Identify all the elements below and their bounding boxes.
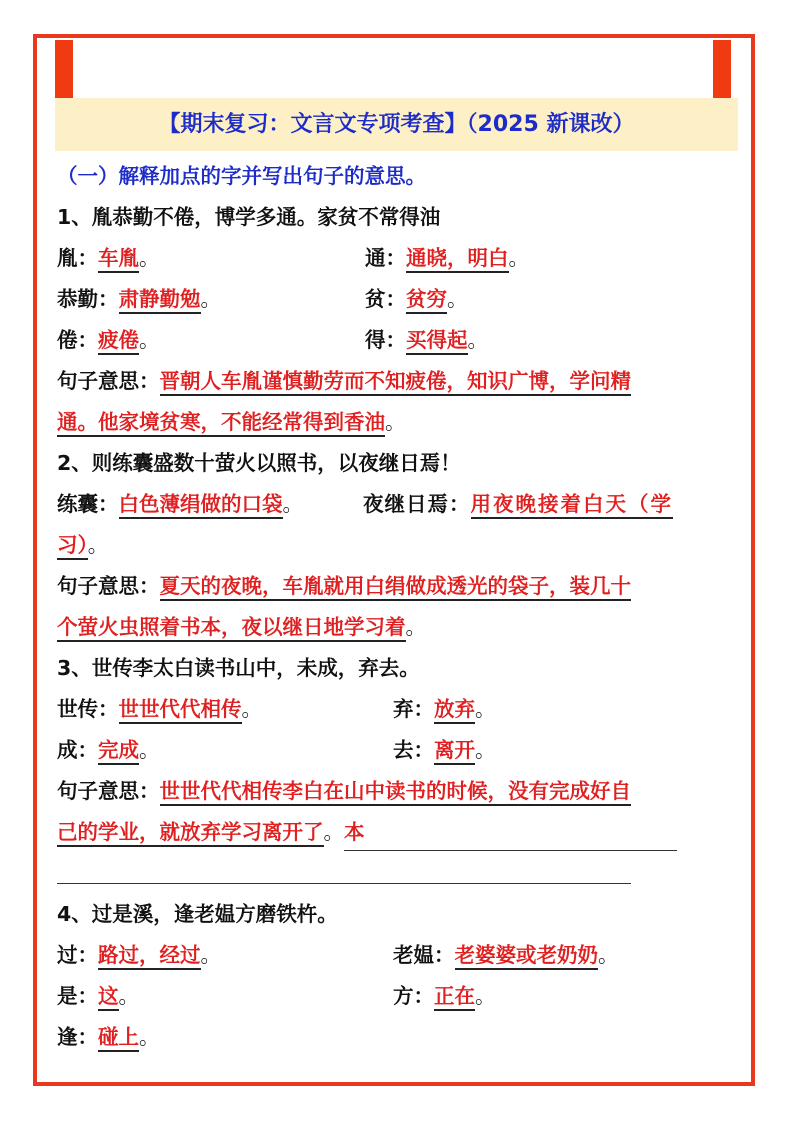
q2-meaning-line-2 [57, 609, 737, 650]
q1-row-3 [57, 322, 737, 363]
question-3-text: 3、世传李太白读书山中，未成，弃去。 [57, 656, 420, 680]
period: 。 [200, 943, 221, 967]
q1-meaning-line-1 [57, 363, 737, 404]
period: 。 [447, 287, 468, 311]
period: 。 [475, 697, 496, 721]
q1-label-gongqin: 恭勤： [57, 287, 119, 311]
q3-label-cheng: 成： [57, 738, 98, 762]
period: 。 [323, 820, 344, 844]
q1-answer-de: 买得起 [406, 328, 468, 355]
q2-label-yejiri: 夜继日焉： [363, 492, 471, 516]
q1-label-yin: 胤： [57, 246, 98, 270]
right-tab-decoration [713, 40, 731, 98]
q4-answer-feng: 碰上 [98, 1025, 139, 1052]
meaning-label: 句子意思： [57, 574, 160, 598]
q4-label-shi: 是： [57, 984, 98, 1008]
left-tab-decoration [55, 40, 73, 98]
q1-label-pin: 贫： [365, 287, 406, 311]
q3-blank-line [57, 855, 737, 896]
period: 。 [139, 1025, 160, 1049]
q4-row-3 [57, 1019, 737, 1060]
q1-meaning-answer-2: 通。他家境贫寒，不能经常得到香油 [57, 410, 385, 437]
section-heading: （一）解释加点的字并写出句子的意思。 [57, 164, 426, 188]
period: 。 [405, 615, 426, 639]
q2-col2 [363, 486, 673, 522]
q1-answer-tong: 通晓，明白 [406, 246, 509, 273]
q4-label-feng: 逢： [57, 1025, 98, 1049]
question-1-text: 1、胤恭勤不倦，博学多通。家贫不常得油 [57, 205, 441, 229]
blank-answer-line [57, 883, 631, 884]
meaning-label: 句子意思： [57, 779, 160, 803]
q1-row-1 [57, 240, 737, 281]
q1-col2 [365, 240, 529, 276]
period: 。 [282, 492, 303, 516]
q2-row-1 [57, 486, 737, 527]
period: 。 [598, 943, 619, 967]
q2-meaning-answer-2: 个萤火虫照着书本，夜以继日地学习着 [57, 615, 406, 642]
q2-answer-yejiri-1: 用夜晚接着白天（学 [471, 492, 674, 519]
q1-answer-gongqin: 肃静勤勉 [119, 287, 201, 314]
q1-answer-pin: 贫穷 [406, 287, 447, 314]
q4-row-1 [57, 937, 737, 978]
q3-answer-qi: 放弃 [434, 697, 475, 724]
q1-row-2 [57, 281, 737, 322]
q4-col2 [393, 978, 496, 1014]
q4-answer-shi: 这 [98, 984, 119, 1011]
period: 。 [139, 738, 160, 762]
period: 。 [508, 246, 529, 270]
q4-answer-laoao: 老婆婆或老奶奶 [455, 943, 599, 970]
q2-meaning-answer-1: 夏天的夜晚，车胤就用白绢做成透光的袋子，装几十 [160, 574, 632, 601]
q3-meaning-answer-1: 世世代代相传李白在山中读书的时候，没有完成好自 [160, 779, 632, 806]
period: 。 [385, 410, 406, 434]
q4-label-laoao: 老媪： [393, 943, 455, 967]
period: 。 [200, 287, 221, 311]
q1-col2 [365, 322, 488, 358]
question-2-text: 2、则练囊盛数十萤火以照书，以夜继日焉！ [57, 451, 461, 475]
q3-row-2 [57, 732, 737, 773]
q4-label-guo: 过： [57, 943, 98, 967]
q4-answer-guo: 路过，经过 [98, 943, 201, 970]
q3-answer-shichuan: 世世代代相传 [119, 697, 242, 724]
q4-label-fang: 方： [393, 984, 434, 1008]
q1-answer-juan: 疲倦 [98, 328, 139, 355]
q3-col2 [393, 691, 496, 727]
worksheet-content [57, 158, 737, 1060]
q1-answer-yin: 车胤 [98, 246, 139, 273]
q1-label-juan: 倦： [57, 328, 98, 352]
page-title: 【期末复习：文言文专项考查】（2025 新课改） [158, 112, 635, 137]
q3-meaning-answer-2: 己的学业，就放弃学习离开了 [57, 820, 324, 847]
meaning-label: 句子意思： [57, 369, 160, 393]
period: 。 [118, 984, 139, 1008]
q2-row-2 [57, 527, 737, 568]
q2-label-liannang: 练囊： [57, 492, 119, 516]
q1-meaning-answer-1: 晋朝人车胤谨慎勤劳而不知疲倦，知识广博，学问精 [160, 369, 632, 396]
period: 。 [475, 738, 496, 762]
q3-answer-cheng: 完成 [98, 738, 139, 765]
q1-label-de: 得： [365, 328, 406, 352]
question-4-text: 4、过是溪，逢老媪方磨铁杵。 [57, 902, 338, 926]
period: 。 [241, 697, 262, 721]
q1-col2 [365, 281, 468, 317]
q3-label-qi: 弃： [393, 697, 434, 721]
q3-col2 [393, 732, 496, 768]
q4-answer-fang: 正在 [434, 984, 475, 1011]
q3-meaning-line-2 [57, 814, 737, 855]
q1-meaning-line-2 [57, 404, 737, 445]
q1-label-tong: 通： [365, 246, 406, 270]
q4-row-2 [57, 978, 737, 1019]
q3-label-qu: 去： [393, 738, 434, 762]
q2-meaning-line-1 [57, 568, 737, 609]
period: 。 [467, 328, 488, 352]
period: 。 [87, 533, 109, 557]
q3-row-1 [57, 691, 737, 732]
q2-answer-yejiri-2: 习） [57, 533, 88, 560]
period: 。 [139, 246, 160, 270]
q3-meaning-line-1 [57, 773, 737, 814]
q3-trailing-blank: 本 [344, 814, 677, 851]
q3-label-shichuan: 世传： [57, 697, 119, 721]
q4-col2 [393, 937, 619, 973]
period: 。 [475, 984, 496, 1008]
period: 。 [139, 328, 160, 352]
q3-answer-qu: 离开 [434, 738, 475, 765]
q2-answer-liannang: 白色薄绢做的口袋 [119, 492, 283, 519]
